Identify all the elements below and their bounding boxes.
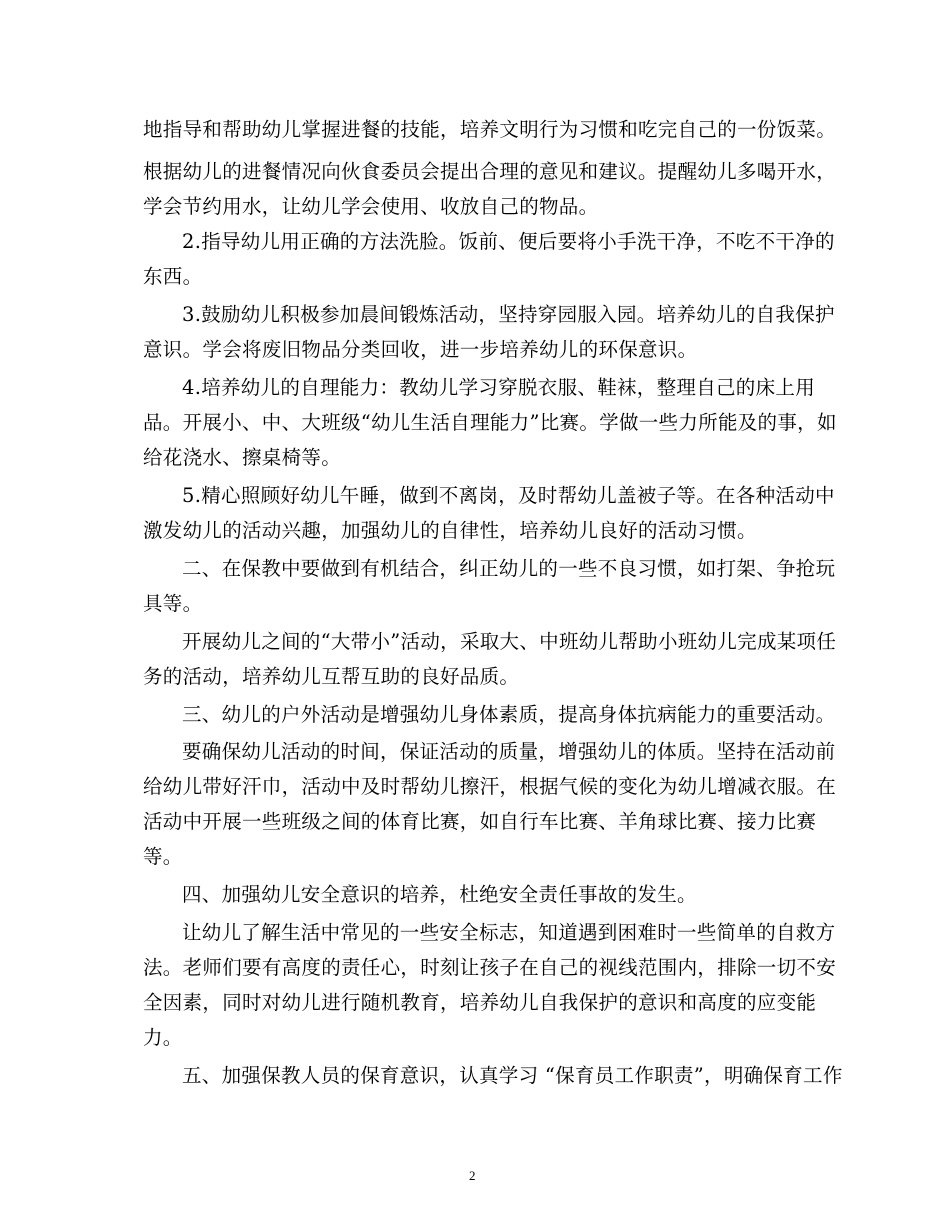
- text-line: 法。老师们要有高度的责任心，时刻让孩子在自己的视线范围内，排除一切不安: [143, 956, 837, 979]
- text-line: 学会节约用水，让幼儿学会使用、收放自己的物品。: [143, 195, 599, 218]
- text-line: 3.鼓励幼儿积极参加晨间锻炼活动，坚持穿园服入园。培养幼儿的自我保护: [182, 303, 835, 326]
- text-line: 品。开展小、中、大班级“幼儿生活自理能力”比赛。学做一些力所能及的事，如: [143, 411, 837, 434]
- text-line: 开展幼儿之间的“大带小”活动，采取大、中班幼儿帮助小班幼儿完成某项任: [182, 630, 837, 653]
- text-line: 地指导和帮助幼儿掌握进餐的技能，培养文明行为习惯和吃完自己的一份饭菜。: [143, 118, 837, 141]
- text-line: 东西。: [143, 265, 203, 288]
- text-line: 5.精心照顾好幼儿午睡，做到不离岗，及时帮幼儿盖被子等。在各种活动中: [182, 484, 835, 507]
- text-line: 具等。: [143, 592, 203, 615]
- text-line: 要确保幼儿活动的时间，保证活动的质量，增强幼儿的体质。坚持在活动前: [182, 740, 836, 763]
- text-line: 4.培养幼儿的自理能力：教幼儿学习穿脱衣服、鞋袜，整理自己的床上用: [182, 376, 816, 399]
- text-line: 等。: [143, 845, 183, 868]
- text-line: 全因素，同时对幼儿进行随机教育，培养幼儿自我保护的意识和高度的应变能: [143, 991, 817, 1014]
- text-line: 二、在保教中要做到有机结合，纠正幼儿的一些不良习惯，如打架、争抢玩: [182, 557, 836, 580]
- text-line: 2.指导幼儿用正确的方法洗脸。饭前、便后要将小手洗干净，不吃不干净的: [182, 230, 835, 253]
- text-line: 四、加强幼儿安全意识的培养，杜绝安全责任事故的发生。: [182, 883, 697, 906]
- text-line: 根据幼儿的进餐情况向伙食委员会提出合理的意见和建议。提醒幼儿多喝开水，: [143, 160, 837, 183]
- text-line: 五、加强保教人员的保育意识，认真学习 “保育员工作职责”，明确保育工作: [182, 1064, 843, 1087]
- text-line: 给花浇水、擦桌椅等。: [143, 446, 342, 469]
- page-number: 2: [469, 1168, 476, 1183]
- text-line: 让幼儿了解生活中常见的一些安全标志，知道遇到困难时一些简单的自救方: [182, 921, 836, 944]
- text-line: 力。: [143, 1026, 183, 1049]
- text-line: 给幼儿带好汗巾，活动中及时帮幼儿擦汗，根据气候的变化为幼儿增减衣服。在: [143, 775, 837, 798]
- text-line: 激发幼儿的活动兴趣，加强幼儿的自律性，培养幼儿良好的活动习惯。: [143, 519, 757, 542]
- text-line: 意识。学会将废旧物品分类回收，进一步培养幼儿的环保意识。: [143, 338, 698, 361]
- text-line: 务的活动，培养幼儿互帮互助的良好品质。: [143, 665, 520, 688]
- text-line: 三、幼儿的户外活动是增强幼儿身体素质，提高身体抗病能力的重要活动。: [182, 703, 836, 726]
- text-line: 活动中开展一些班级之间的体育比赛，如自行车比赛、羊角球比赛、接力比赛: [143, 810, 817, 833]
